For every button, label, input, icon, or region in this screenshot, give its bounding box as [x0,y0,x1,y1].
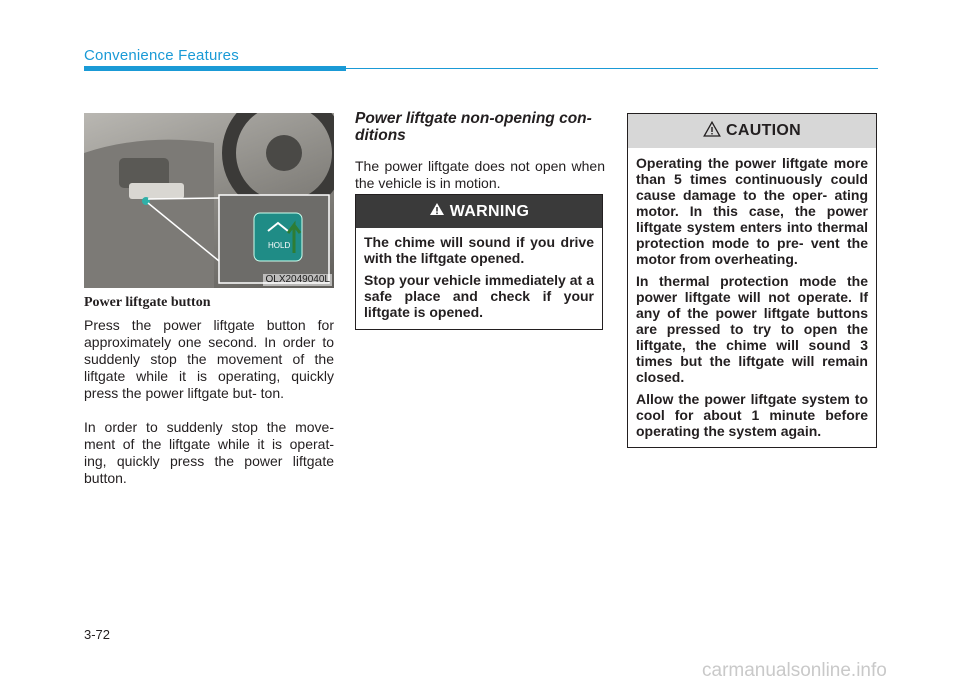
page-number: 3-72 [84,627,111,642]
caution-paragraph-2: In thermal protection mode the power liftgate will not operate. If any of the power liftgate buttons are pressed to try to open the liftgate, the chime will sound 3 times but the liftgate will remain closed. [636,273,868,385]
photo-code: OLX2049040L [265,274,330,285]
non-opening-heading: Power liftgate non-opening con- ditions [355,110,592,144]
warning-header [356,195,602,228]
caution-title: CAUTION [726,122,801,139]
warning-paragraph-2: Stop your vehicle immediately at a safe place and check if your liftgate is opened. [364,272,594,320]
steering-hub-shape [266,135,302,171]
paragraph-2: In order to suddenly stop the move- ment of the liftgate while it is operat- ing, quickly press the power liftgate button. [84,419,334,486]
caution-paragraph-3: Allow the power liftgate system to cool for about 1 minute before operating the system again. [636,391,868,439]
left-column [84,113,334,487]
paragraph-1: Press the power liftgate button for approximately one second. In order to suddenly stop the movement of the liftgate while it is operating, quickly press the power liftgate but- ton. [84,317,334,401]
caution-header [628,114,876,148]
watermark: carmanualsonline.info [702,660,887,681]
switch-panel-shape [129,183,184,199]
header-rule-thick [84,66,346,71]
warning-paragraph-1: The chime will sound if you drive with the liftgate opened. [364,234,594,266]
non-opening-text: The power liftgate does not open when the vehicle is in motion. [355,158,605,191]
caution-box [627,113,877,448]
caution-triangle-icon [703,121,721,142]
callout-line-top [148,198,219,199]
warning-body [356,228,602,320]
middle-column [355,110,605,192]
header-rule-thin [346,68,878,69]
caution-body [628,148,876,439]
caution-paragraph-1: Operating the power liftgate more than 5 times continuously could cause damage to the oper- ating motor. In this case, the power liftgate system enters into thermal protection mode to pre- vent the motor from overheating. [636,155,868,267]
subheading-power-liftgate-button: Power liftgate button [84,295,211,310]
hold-label: HOLD [268,241,291,250]
warning-box [355,194,603,330]
dashboard-illustration [84,113,334,288]
warning-triangle-icon [429,202,445,221]
warning-title: WARNING [449,202,530,220]
power-liftgate-button-photo [84,113,334,288]
section-title: Convenience Features [84,47,239,64]
